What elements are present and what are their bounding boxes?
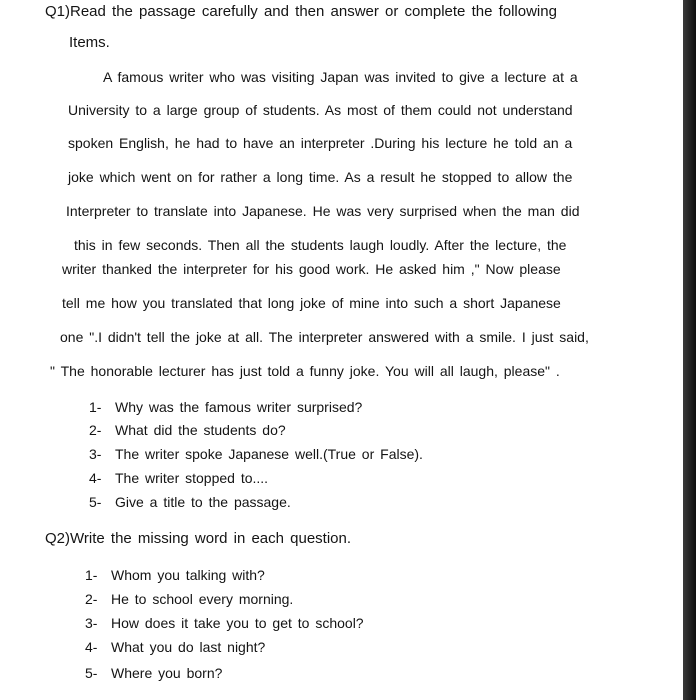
q1-heading-continued: Items.: [69, 34, 110, 51]
passage-line: tell me how you translated that long joke of mine into such a short Japanese: [62, 295, 561, 311]
item-text: Give a title to the passage.: [115, 494, 291, 510]
item-text: He to school every morning.: [111, 591, 294, 607]
item-number: 5-: [85, 665, 98, 681]
passage-line: one ".I didn't tell the joke at all. The interpreter answered with a smile. I just said,: [60, 329, 589, 345]
list-item: [85, 664, 222, 682]
item-number: 5-: [89, 494, 102, 510]
passage-line: this in few seconds. Then all the students laugh loudly. After the lecture, the: [74, 237, 567, 253]
passage-line: joke which went on for rather a long time. As a result he stopped to allow the: [68, 169, 573, 185]
list-item: [85, 566, 265, 584]
list-item: [89, 421, 286, 439]
passage-line: writer thanked the interpreter for his good work. He asked him ," Now please: [62, 261, 561, 277]
q2-heading: Q2)Write the missing word in each question.: [45, 530, 352, 547]
item-number: 4-: [89, 470, 102, 486]
passage-line: " The honorable lecturer has just told a funny joke. You will all laugh, please" .: [50, 363, 560, 379]
list-item: [89, 469, 268, 487]
list-item: [85, 614, 364, 632]
item-number: 3-: [85, 615, 98, 631]
item-text: Whom you talking with?: [111, 567, 265, 583]
list-item: [85, 590, 293, 608]
passage-line: Interpreter to translate into Japanese. He was very surprised when the man did: [66, 203, 580, 219]
item-number: 3-: [89, 446, 102, 462]
item-number: 1-: [89, 399, 102, 415]
passage-line: University to a large group of students. As most of them could not understand: [68, 102, 573, 118]
passage-line: A famous writer who was visiting Japan was invited to give a lecture at a: [103, 69, 578, 85]
list-item: [85, 638, 265, 656]
page-edge-shadow: [683, 0, 696, 700]
list-item: [89, 445, 423, 463]
item-number: 2-: [89, 422, 102, 438]
passage-line: spoken English, he had to have an interpreter .During his lecture he told an a: [68, 135, 573, 151]
item-number: 2-: [85, 591, 98, 607]
item-text: How does it take you to get to school?: [111, 615, 364, 631]
q1-heading: Q1)Read the passage carefully and then answer or complete the following: [45, 3, 557, 20]
list-item: [89, 398, 362, 416]
item-number: 1-: [85, 567, 98, 583]
item-text: What you do last night?: [111, 639, 266, 655]
item-text: Why was the famous writer surprised?: [115, 399, 363, 415]
item-text: The writer stopped to....: [115, 470, 269, 486]
item-text: What did the students do?: [115, 422, 286, 438]
item-text: Where you born?: [111, 665, 223, 681]
item-text: The writer spoke Japanese well.(True or False).: [115, 446, 423, 462]
item-number: 4-: [85, 639, 98, 655]
list-item: [89, 493, 291, 511]
